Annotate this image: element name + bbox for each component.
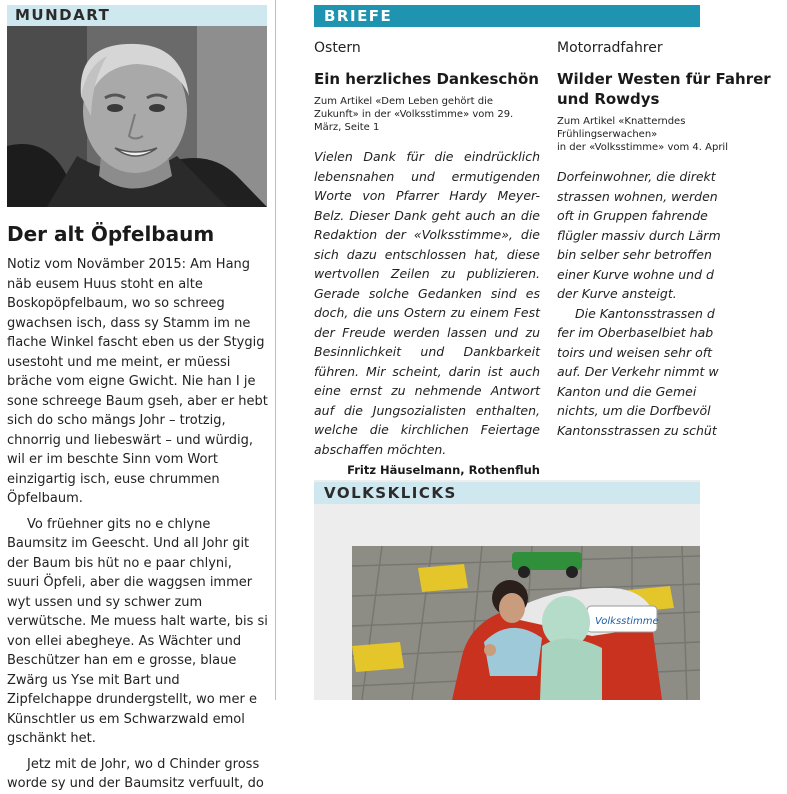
- mundart-article-body: [7, 255, 268, 794]
- letter-line: einer Kurve wohne und d: [557, 266, 714, 282]
- letter-reference: [557, 115, 787, 154]
- author-portrait: [7, 26, 267, 207]
- letter-motorradfahrer: [557, 40, 787, 440]
- letter-reference: Zum Artikel «Dem Leben gehört die Zukunft» in der «Volksstimme» vom 29. März, Seite 1: [314, 96, 514, 133]
- letter-line: Kanton und die Gemei: [557, 383, 697, 399]
- briefe-section-label: BRIEFE: [314, 5, 700, 27]
- letter-line: bin selber sehr betroffen: [557, 247, 712, 262]
- letter-line: nichts, um die Dorfbevöl: [557, 403, 711, 418]
- letter-line: oft in Gruppen fahrende: [557, 208, 708, 223]
- letter-rubric: Motorradfahrer: [557, 40, 663, 56]
- letter-ostern: [314, 40, 540, 477]
- letter-body: [557, 167, 787, 440]
- letter-line: strassen wohnen, werden: [557, 188, 718, 204]
- mundart-paragraph: Notiz vom Novämber 2015: Am Hang näb eusem Huus stoht en alte Boskopöpfelbaum, wo so schreeg gwachsen isch, dass sy Stamm im ne flache Winkel fascht eben us der Stygig usestoht und me meint, er müessi bräche vom eigne Gwicht. Nie han I je sone schreege Baum gseh, aber er hebt sich do scho mängs Johr – trotzig, chnorrig und liebeswärt – und würdig, wil er im beschte Sinn vom Wort einzigartig isch, euse chrummen Öpfelbaum.: [7, 257, 268, 506]
- letter-line: Dorfeinwohner, die direkt: [557, 169, 716, 184]
- letter-line: Kantonsstrassen zu schüt: [557, 422, 717, 438]
- letter-title: Wilder Westen für Fahrer und Rowdys: [557, 70, 771, 108]
- column-divider: [275, 0, 276, 700]
- volksklicks-photo: [352, 546, 700, 700]
- photo-sign-text: Volksstimme: [595, 616, 659, 627]
- letter-line: auf. Der Verkehr nimmt w: [557, 364, 719, 379]
- letter-line: der Kurve ansteigt.: [557, 286, 677, 301]
- letter-line: toirs und weisen sehr oft: [557, 344, 713, 360]
- letter-paragraph: [557, 304, 787, 441]
- letter-rubric: Ostern: [314, 40, 361, 56]
- letter-line: fer im Oberbaselbiet hab: [557, 325, 714, 340]
- letter-body: [314, 147, 540, 459]
- letter-title: Ein herzliches Dankeschön: [314, 70, 539, 88]
- mundart-section-label: MUNDART: [7, 5, 267, 26]
- letter-paragraph: [557, 167, 787, 304]
- letter-reference-line: Zum Artikel «Knatterndes Frühlingserwachen»: [557, 116, 686, 140]
- letter-paragraph: Vielen Dank für die eindrücklich lebensnahen und ermutigenden Worte von Pfarrer Hardy Meyer-Belz. Dieser Dank geht auch an die Redaktion der «Volksstimme», die sich dazu entschlossen hat, diese wertvollen Zeilen zu publizieren. Gerade solche Gedanken sind es doch, die uns Ostern zu einem Fest der Freude werden lassen und zu Besinnlichkeit und Dankbarkeit führen. Mir scheint, darin ist auch eine ernst zu nehmende Antwort auf die Jungsozialisten enthalten, welche die kirchlichen Feiertage abschaffen möchten.: [314, 149, 540, 457]
- letter-signature: Fritz Häuselmann, Rothenfluh: [347, 463, 540, 477]
- letter-line: Die Kantonsstrassen d: [575, 305, 715, 321]
- mundart-paragraph: Jetz mit de Johr, wo d Chinder gross worde sy und der Baumsitz verfuult, do: [7, 756, 264, 791]
- volksklicks-section-label: VOLKSKLICKS: [314, 482, 700, 504]
- mundart-article-title: Der alt Öpfelbaum: [7, 222, 215, 246]
- mundart-paragraph: Vo früehner gits no e chlyne Baumsitz im Geescht. Und all Johr git der Baum bis hüt no e paar chlyni, suuri Öpfeli, aber die waggsen immer wyt ussen und sy schwer zum verwütsche. Me muess halt warte, bis si von ellei abegheye. As Wächter und Beschützer han em e grosse, blaue Zwärg us Yse mit Bart und Zipfelchappe drundergstellt, wo mer e Künschtler us em Schwarzwald emol gschänkt het.: [7, 516, 268, 746]
- letter-line: flügler massiv durch Lärm: [557, 227, 721, 243]
- letter-reference-line: in der «Volksstimme» vom 4. April: [557, 142, 728, 153]
